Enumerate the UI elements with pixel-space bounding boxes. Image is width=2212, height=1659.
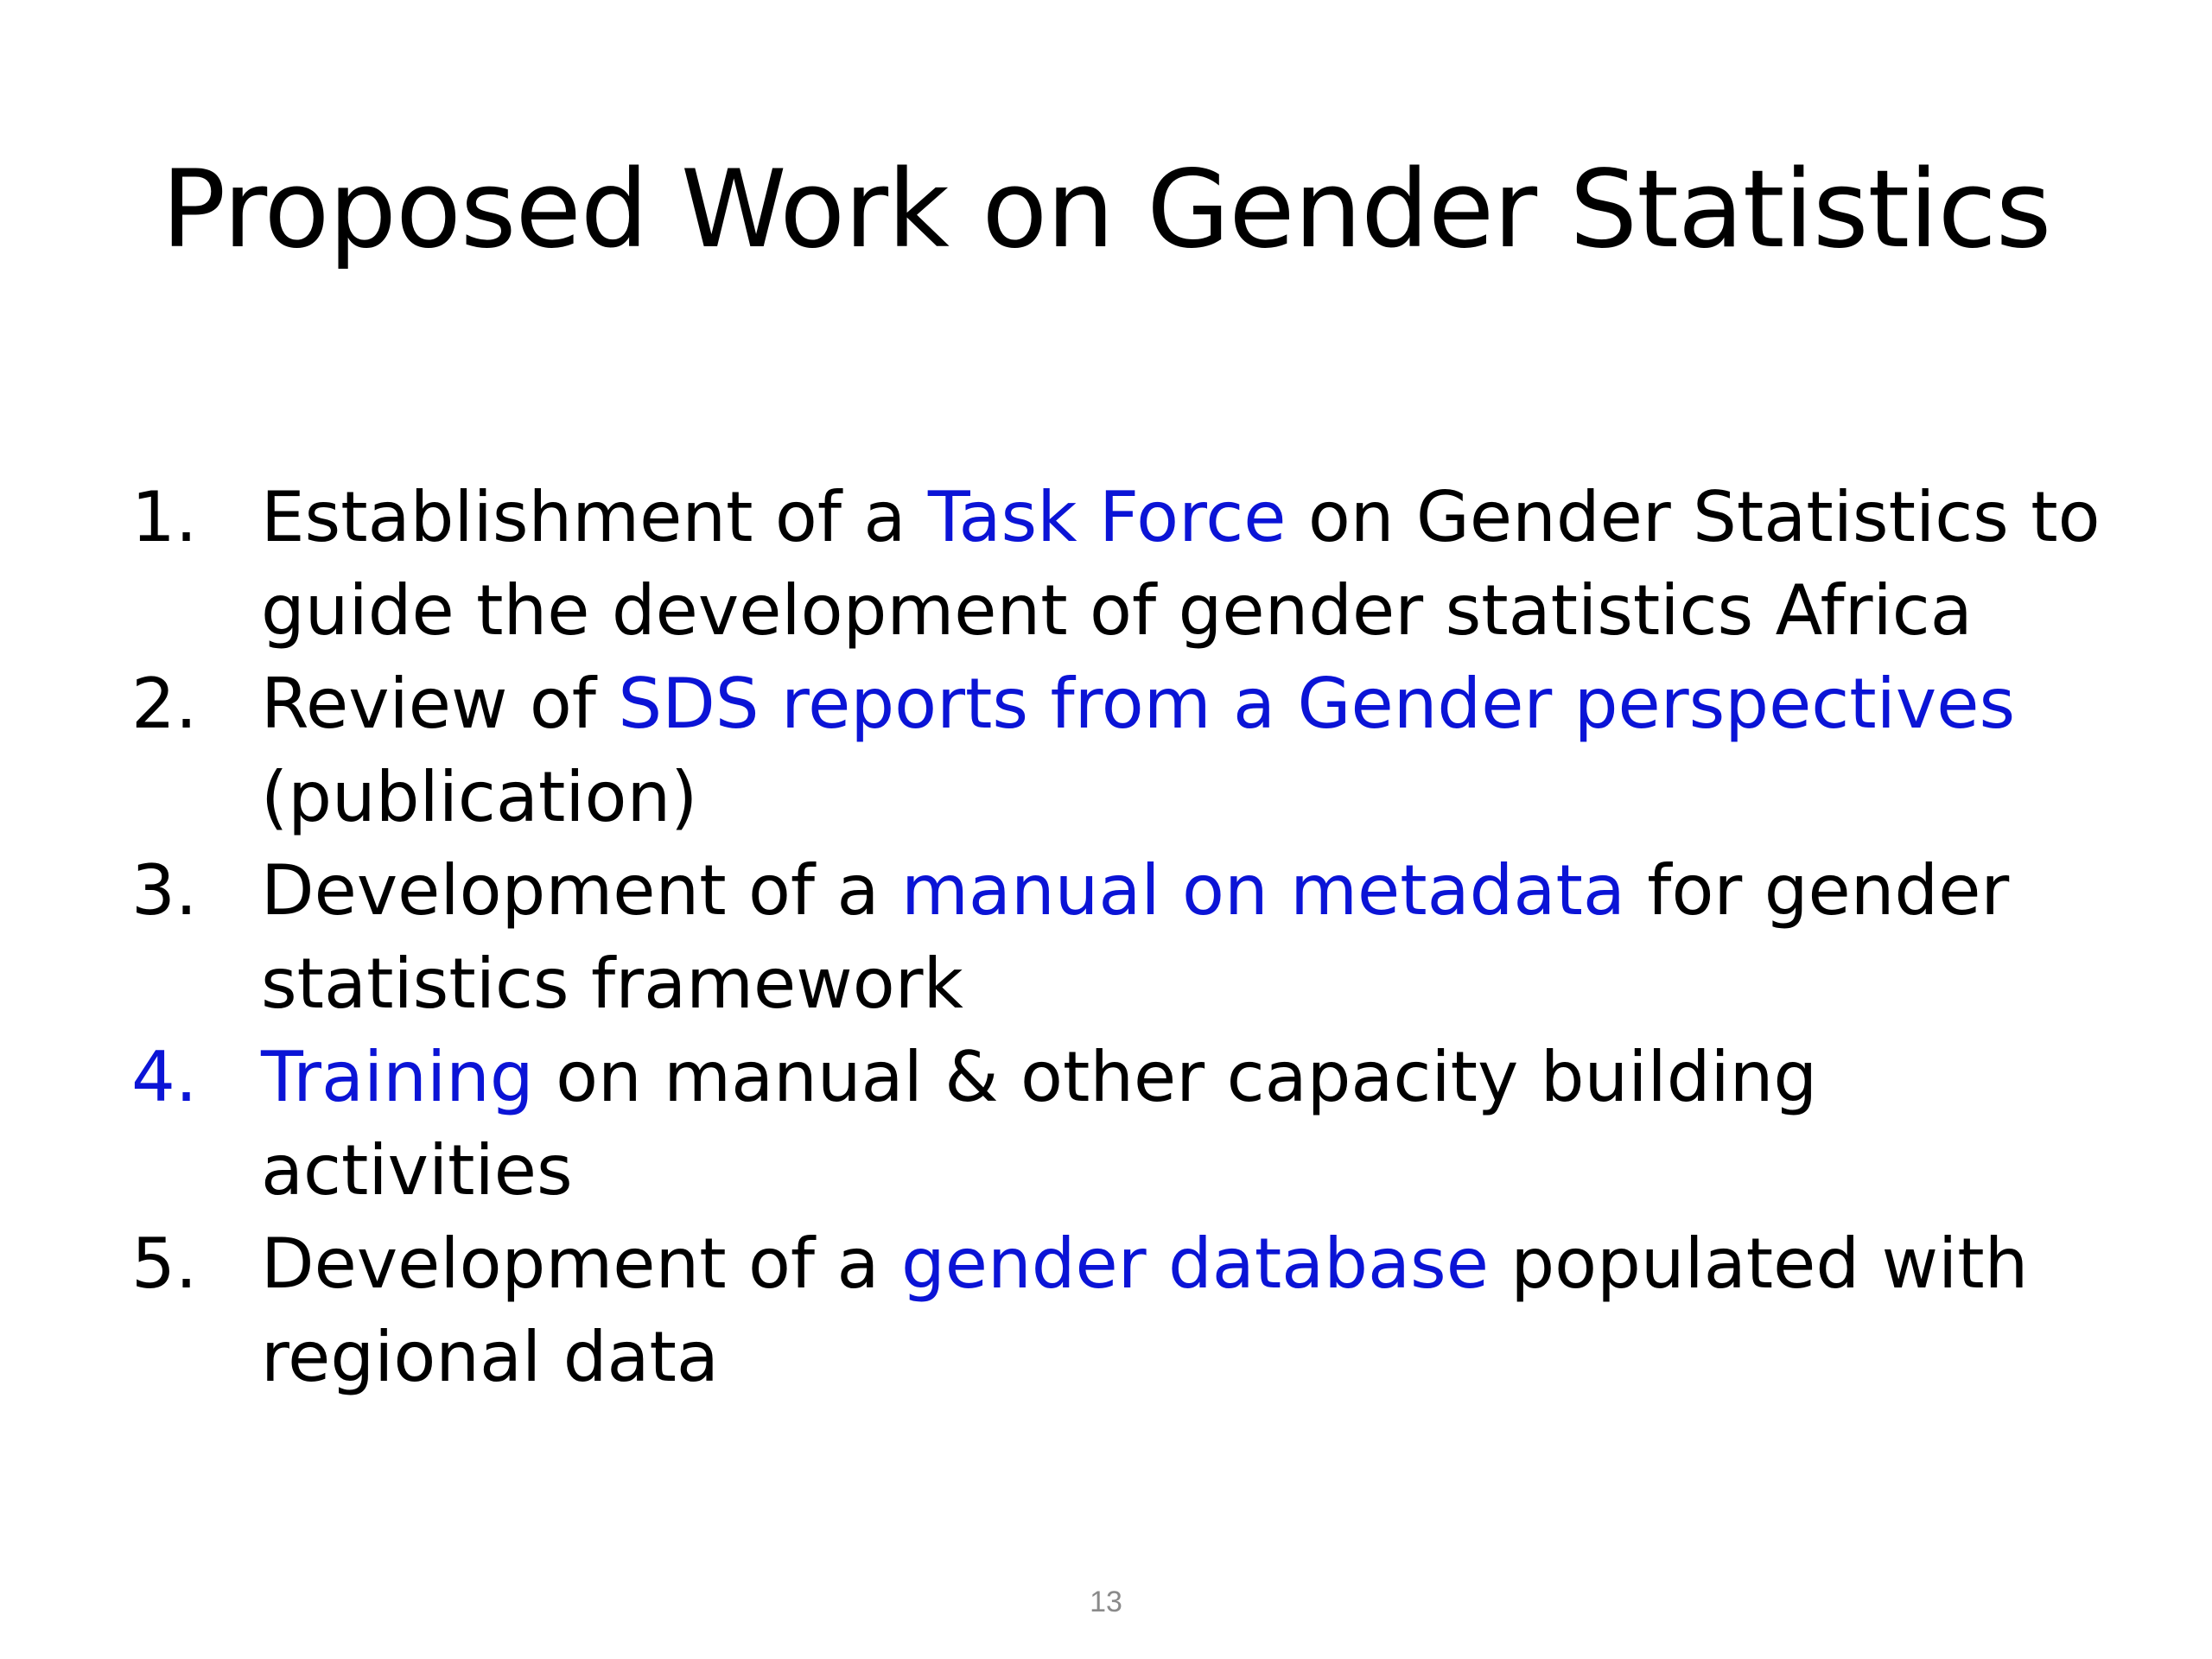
item-number: 1. [131, 477, 198, 557]
item-number: 4. [131, 1037, 198, 1117]
item-text-before: Development of a [261, 850, 901, 931]
list-item [131, 471, 2136, 658]
item-text [261, 471, 2136, 658]
item-text-before: Establishment of a [261, 477, 928, 557]
list-item [131, 844, 2136, 1031]
item-highlight: gender database [900, 1224, 1489, 1304]
item-highlight: Task Force [927, 477, 1287, 557]
slide-title: Proposed Work on Gender Statistics [161, 148, 2051, 272]
numbered-list [131, 471, 2136, 1404]
item-text-after: (publication) [261, 757, 698, 837]
item-number: 5. [131, 1224, 198, 1304]
item-number: 2. [131, 664, 198, 744]
item-text [261, 1217, 2136, 1404]
item-text-after: populated with regional data [261, 1224, 2029, 1397]
item-text-before: Development of a [261, 1224, 901, 1304]
item-text-after: on Gender Statistics to guide the development of gender statistics Africa [261, 477, 2101, 651]
item-highlight: manual on metadata [900, 850, 1625, 931]
page-number: 13 [1090, 1586, 1122, 1618]
item-highlight: Training [261, 1037, 534, 1117]
list-item [131, 658, 2136, 844]
item-number: 3. [131, 850, 198, 931]
item-text-before: Review of [261, 664, 619, 744]
item-text-after: on manual & other capacity building activities [261, 1037, 1818, 1211]
list-item [131, 1031, 2136, 1217]
item-text-after: for gender statistics framework [261, 850, 2010, 1024]
item-text [261, 844, 2136, 1031]
item-text [261, 658, 2136, 844]
item-highlight: SDS reports from a Gender perspectives [618, 664, 2016, 744]
list-item [131, 1217, 2136, 1404]
item-text [261, 1031, 2136, 1217]
